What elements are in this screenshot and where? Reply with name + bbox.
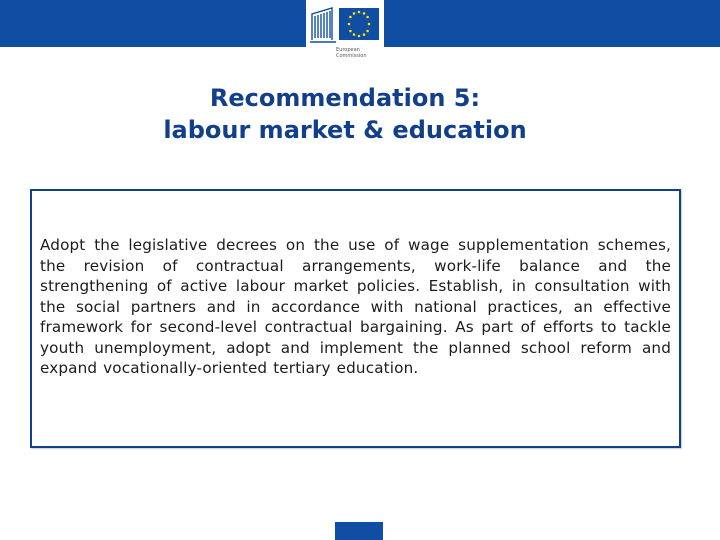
recommendation-box	[30, 189, 681, 448]
title-line-1: Recommendation 5:	[209, 84, 481, 112]
slide-title	[0, 82, 690, 146]
logo-wordmark: European Commission	[336, 47, 367, 59]
recommendation-text: Adopt the legislative decrees on the use of wage supplementation schemes, the revision of contractual arrangements, work-life balance and the strengthening of active labour market policies. Establish, in consultation with the social partners and in accordance with national practices, an effective framework for second-level contractual bargaining. As part of efforts to tackle youth unemployment, adopt and implement the planned school reform and expand vocationally-oriented tertiary education.	[40, 236, 671, 377]
european-commission-logo	[306, 0, 384, 66]
title-line-2: labour market & education	[163, 116, 527, 144]
footer-bar	[335, 522, 383, 540]
commission-building-icon	[306, 0, 384, 48]
